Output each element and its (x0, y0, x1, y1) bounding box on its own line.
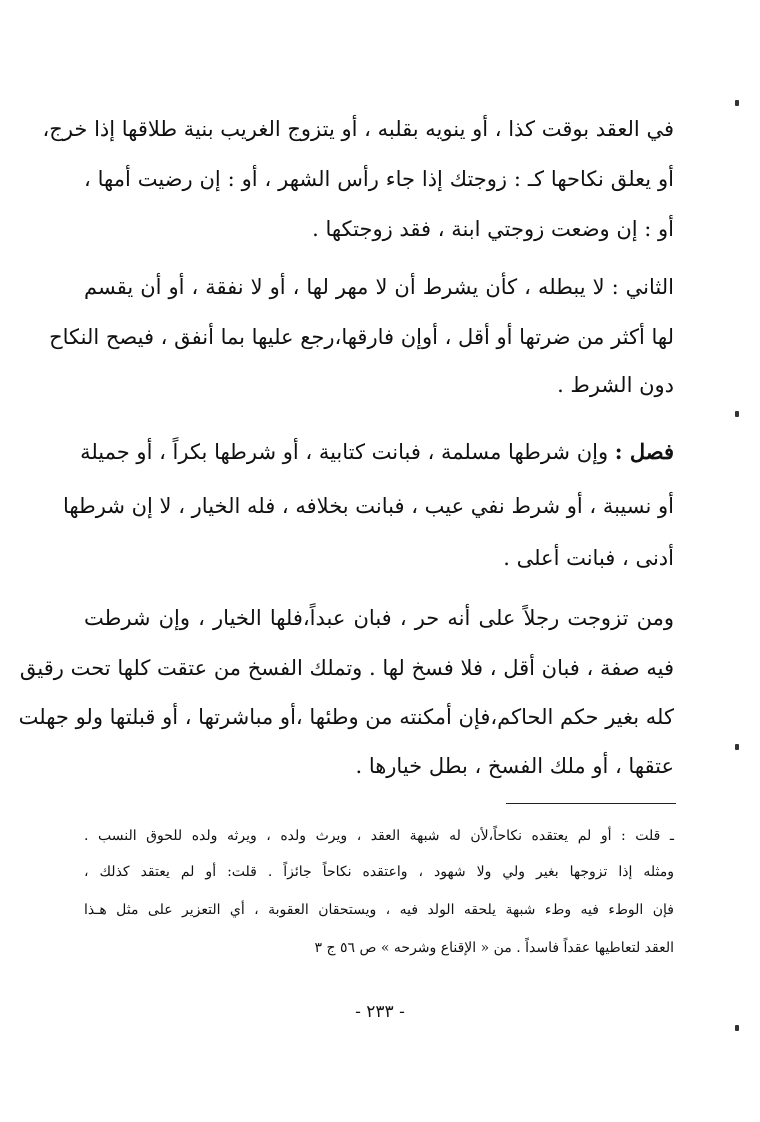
paragraph-4-line-4: عتقها ، أو ملك الفسخ ، بطل خيارها . (355, 754, 674, 778)
footnote-line-3: فإن الوطء فيه وطء شبهة يلحقه الولد فيه ، ويستحقان العقوبة ، أي التعزير على مثل هـذا (84, 902, 674, 918)
paragraph-4-line-3: كله بغير حكم الحاكم،فإن أمكنته من وطئها ،أو مباشرتها ، أو قبلتها ولو جهلت (18, 705, 674, 729)
paragraph-2-line-1: الثاني : لا يبطله ، كأن يشرط أن لا مهر لها ، أو لا نفقة ، أو أن يقسم (84, 275, 674, 299)
section-paragraph-line-3: أدنى ، فبانت أعلى . (503, 546, 674, 570)
paragraph-1-line-2: أو يعلق نكاحها كـ : زوجتك إذا جاء رأس الشهر ، أو : إن رضيت أمها ، (84, 167, 674, 191)
paragraph-4-line-1: ومن تزوجت رجلاً على أنه حر ، فبان عبداً،فلها الخيار ، وإن شرطت (84, 606, 674, 630)
scan-speck (735, 1025, 739, 1031)
footnote-separator (506, 803, 676, 804)
paragraph-1-line-1: في العقد بوقت كذا ، أو ينويه بقلبه ، أو يتزوج الغريب بنية طلاقها إذا خرج، (42, 117, 674, 141)
footnote-line-4: العقد لتعاطيها عقداً فاسداً . من « الإقناع وشرحه » ص ٥٦ ج ٣ (314, 940, 674, 956)
scan-speck (735, 411, 739, 417)
paragraph-1-line-3: أو : إن وضعت زوجتي ابنة ، فقد زوجتكها . (312, 217, 674, 241)
section-paragraph-line-1 (80, 438, 674, 466)
page-number: - ٢٣٣ - (355, 1002, 405, 1022)
footnote-line-1: ـ قلت : أو لم يعتقده نكاحاً،لأن له شبهة العقد ، ويرث ولده ، ويرثه ولده للحوق النسب . (84, 828, 674, 844)
paragraph-2-line-3: دون الشرط . (557, 373, 674, 397)
section-label: فصل : (614, 439, 674, 464)
paragraph-2-line-2: لها أكثر من ضرتها أو أقل ، أوإن فارقها،رجع عليها بما أنفق ، فيصح النكاح (49, 325, 674, 349)
scan-speck (735, 100, 739, 106)
section-line-1-text: وإن شرطها مسلمة ، فبانت كتابية ، أو شرطها بكراً ، أو جميلة (80, 440, 609, 464)
footnote-line-2: ومثله إذا تزوجها بغير ولي ولا شهود ، واعتقده نكاحاً جائزاً . قلت: أو لم يعتقد كذلك ، (84, 864, 674, 880)
paragraph-4-line-2: فيه صفة ، فبان أقل ، فلا فسخ لها . وتملك الفسخ من عتقت كلها تحت رقيق (19, 656, 674, 680)
scan-speck (735, 744, 739, 750)
section-paragraph-line-2: أو نسيبة ، أو شرط نفي عيب ، فبانت بخلافه ، فله الخيار ، لا إن شرطها (62, 494, 674, 518)
